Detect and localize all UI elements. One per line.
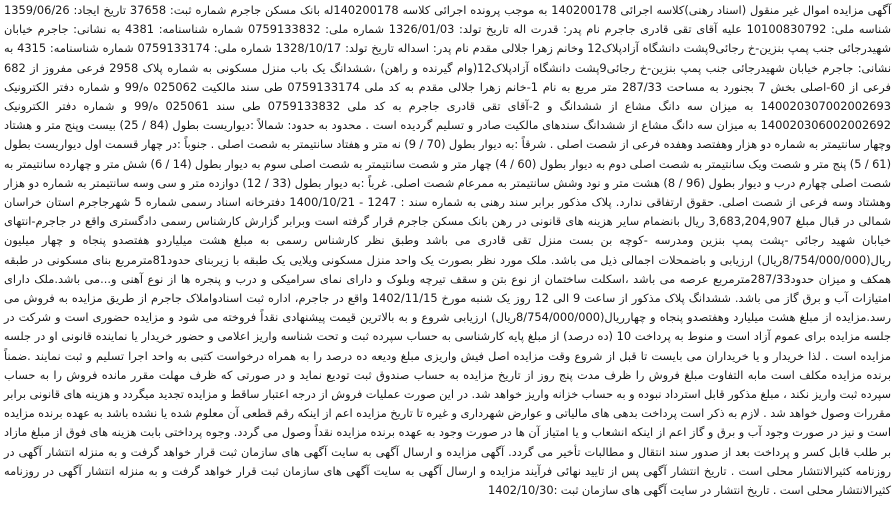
auction-notice-text: آگهی مزایده اموال غیر منقول (اسناد رهنی)کلاسه اجرائی 140200178 به موجب پرونده اجرائی کلاسه 140200178له بانک مسکن جاجرم شماره ثبت: 37658 تاریخ ایجاد: 1359/06/26 شناسه ملی: 10100830792 علیه آقای تقی قادری جاجرم نام پدر: قدرت اله تاریخ تولد: 1326/01/03 شماره ملی: 0759133832 شماره شناسنامه: 4381 به نشانی: جاجرم خیابان شهیدرجائی جنب پمپ بنزین-خ رجائی9پشت دانشگاه آزادپلاک12 وخانم زهرا جلالی مقدم نام پدر: اسداله تاریخ تولد: 1328/10/17 شماره ملی: 0759133174 شماره شناسنامه: 4315 به نشانی: جاجرم خیابان شهیدرجائی جنب پمپ بنزین-خ رجائی9پشت دانشگاه آزادپلاک12(وام گیرنده و راهن) ،ششدانگ یک باب منزل مسکونی به شماره پلاک 2958 فرعی مفروز از 682 فرعی از 60-اصلی بخش 7 بجنورد به مساحت 287/33 متر مربع به نام 1-خانم زهرا جلالی مقدم به کد ملی 0759133174 طی سند مالکیت 025062 ه/99 و شماره دفتر الکترونیک 140020307002002693 به میزان سه دانگ مشاع از ششدانگ و 2-آقای تقی قادری جاجرم به کد ملی 0759133832 طی سند 025061 ه/99 و شماره دفتر الکترونیک 140020306002002692 به میزان سه دانگ مشاع از ششدانگ سندهای مالکیت صادر و تسلیم گردیده است . محدود به حدود: شمالاً :دیواریست بطول (84 / 25) بیست وپنج متر و هشتاد وچهار سانتیمتر به شماره دو هزار وهفتصد وهفده فرعی از شصت اصلی . شرقاً :به دیوار بطول (70 / 9) نه متر و هفتاد سانتیمتر به شصت اصلی . جنوباً :در چهار قسمت اول دیواریست بطول (61 / 5) پنج متر و شصت ویک سانتیمتر به شصت اصلی دوم به دیوار بطول (60 / 4) چهار متر و شصت سانتیمتر به شصت اصلی سوم به دیوار بطول (14 / 6) شش متر و چهارده سانتیمتر به شصت اصلی چهارم درب و دیوار بطول (96 / 8) هشت متر و نود وشش سانتیمتر به ممرعام شصت اصلی. غرباً :به دیوار بطول (33 / 12) دوازده متر و سی وسه سانتیمتر به شماره دو هزار وهشتاد وسه فرعی از شصت اصلی. حقوق ارتفاقی ندارد. پلاک مذکور برابر سند رهنی به شماره سند : 1247 - 1400/10/21 دفترخانه اسناد رسمی شماره 5 شهرجاجرم استان خراسان شمالی در قبال مبلغ 3,683,204,907 ریال بانضمام سایر هزینه های قانونی در رهن بانک مسکن جاجرم قرار گرفته است وبرابر گزارش کارشناس رسمی دادگستری واقع در جاجرم-انتهای خیابان شهید رجائی -پشت پمپ بنزین ومدرسه -کوچه بن بست منزل تقی قادری می باشد وطبق نظر کارشناس رسمی به مبلغ هشت میلیاردو هفتصدو پنجاه و چهار میلیون ریال(8/754/000/000ریال) ارزیابی و باضمحلات اجمالی ذیل می باشد. ملک مورد نظر بصورت یک واحد منزل مسکونی ویلایی یک طبقه با زیربنای حدود81مترمربع بنای مسکونی در طبقه همکف و میزان حدود287/33مترمربع عرصه می باشد ،اسکلت ساختمان از نوع بتن و سقف تیرچه وبلوک و دارای نمای سرامیکی و درب و پنجره ها از نوع آهنی و...می باشد.ملک دارای امتیازات آب و برق گاز می باشد. ششدانگ پلاک مذکور از ساعت 9 الی 12 روز یک شنبه مورخ 1402/11/15 واقع در جاجرم، اداره ثبت اسنادواملاک جاجرم از طریق مزایده به فروش می رسد.مزایده از مبلغ هشت میلیارد وهفتصدو پنجاه و چهارریال(8/754/000/000ریال) ارزیابی شروع و به بالاترین قیمت پیشنهادی نقداً فروخته می شود و مزایده حضوری است و شرکت در جلسه مزایده برای عموم آزاد است و منوط به پرداخت 10 (ده درصد) از مبلغ پایه کارشناسی به حساب سپرده ثبت و تحت شناسه واریز اعلامی و حضور خریدار یا نماینده قانونی او در جلسه مزایده است . لذا خریدار و یا خریداران می بایست تا قبل از شروع وقت مزایده اصل فیش واریزی مبلغ ودیعه ده درصد را به همراه درخواست کتبی به واحد اجرا تسلیم و ثبت نمایند .ضمناً برنده مزایده مکلف است مابه التفاوت مبلغ فروش را ظرف مدت پنج روز از تاریخ مزایده به حساب صندوق ثبت تودیع نماید و در صورتی که ظرف مهلت مقرر مانده فروش را به حساب سپرده ثبت واریز نکند ، مبلغ مذکور قابل استرداد نبوده و به حساب خزانه واریز خواهد شد. در این صورت عملیات فروش از درجه اعتبار ساقط و مزایده تجدید میگردد و هزینه های قانونی برابر مقررات وصول خواهد شد . لازم به ذکر است پرداخت بدهی های مالیاتی و عوارض شهرداری و غیره تا تاریخ مزایده اعم از اینکه رقم قطعی آن معلوم شده یا نشده باشد به عهده برنده مزایده است و نیز در صورت وجود آب و برق و گاز اعم از اینکه انشعاب و یا امتیاز آن ها در صورت وجود به عهده برنده مزایده نقداً وصول می گردد. وجوه پرداختی بابت هزینه های فوق از مبلغ مازاد بر طلب قابل کسر و پرداخت بعد از صدور سند انتقال و مطالبات تأخیر می گردد. آگهی مزایده و ارسال آگهی به سایت آگهی های سازمان ثبت قرار خواهد گرفت و به منزله انتشار آگهی در روزنامه کثیرالانتشار محلی است . تاریخ انتشار آگهی پس از تایید نهائی فرآیند مزایده و ارسال آگهی به سایت آگهی های سازمان ثبت قرار خواهد گرفت و به منزله انتشار آگهی در روزنامه کثیرالانتشار محلی است . تاریخ انتشار در سایت آگهی های سازمان ثبت :1402/10/30 (4, 3, 892, 498)
